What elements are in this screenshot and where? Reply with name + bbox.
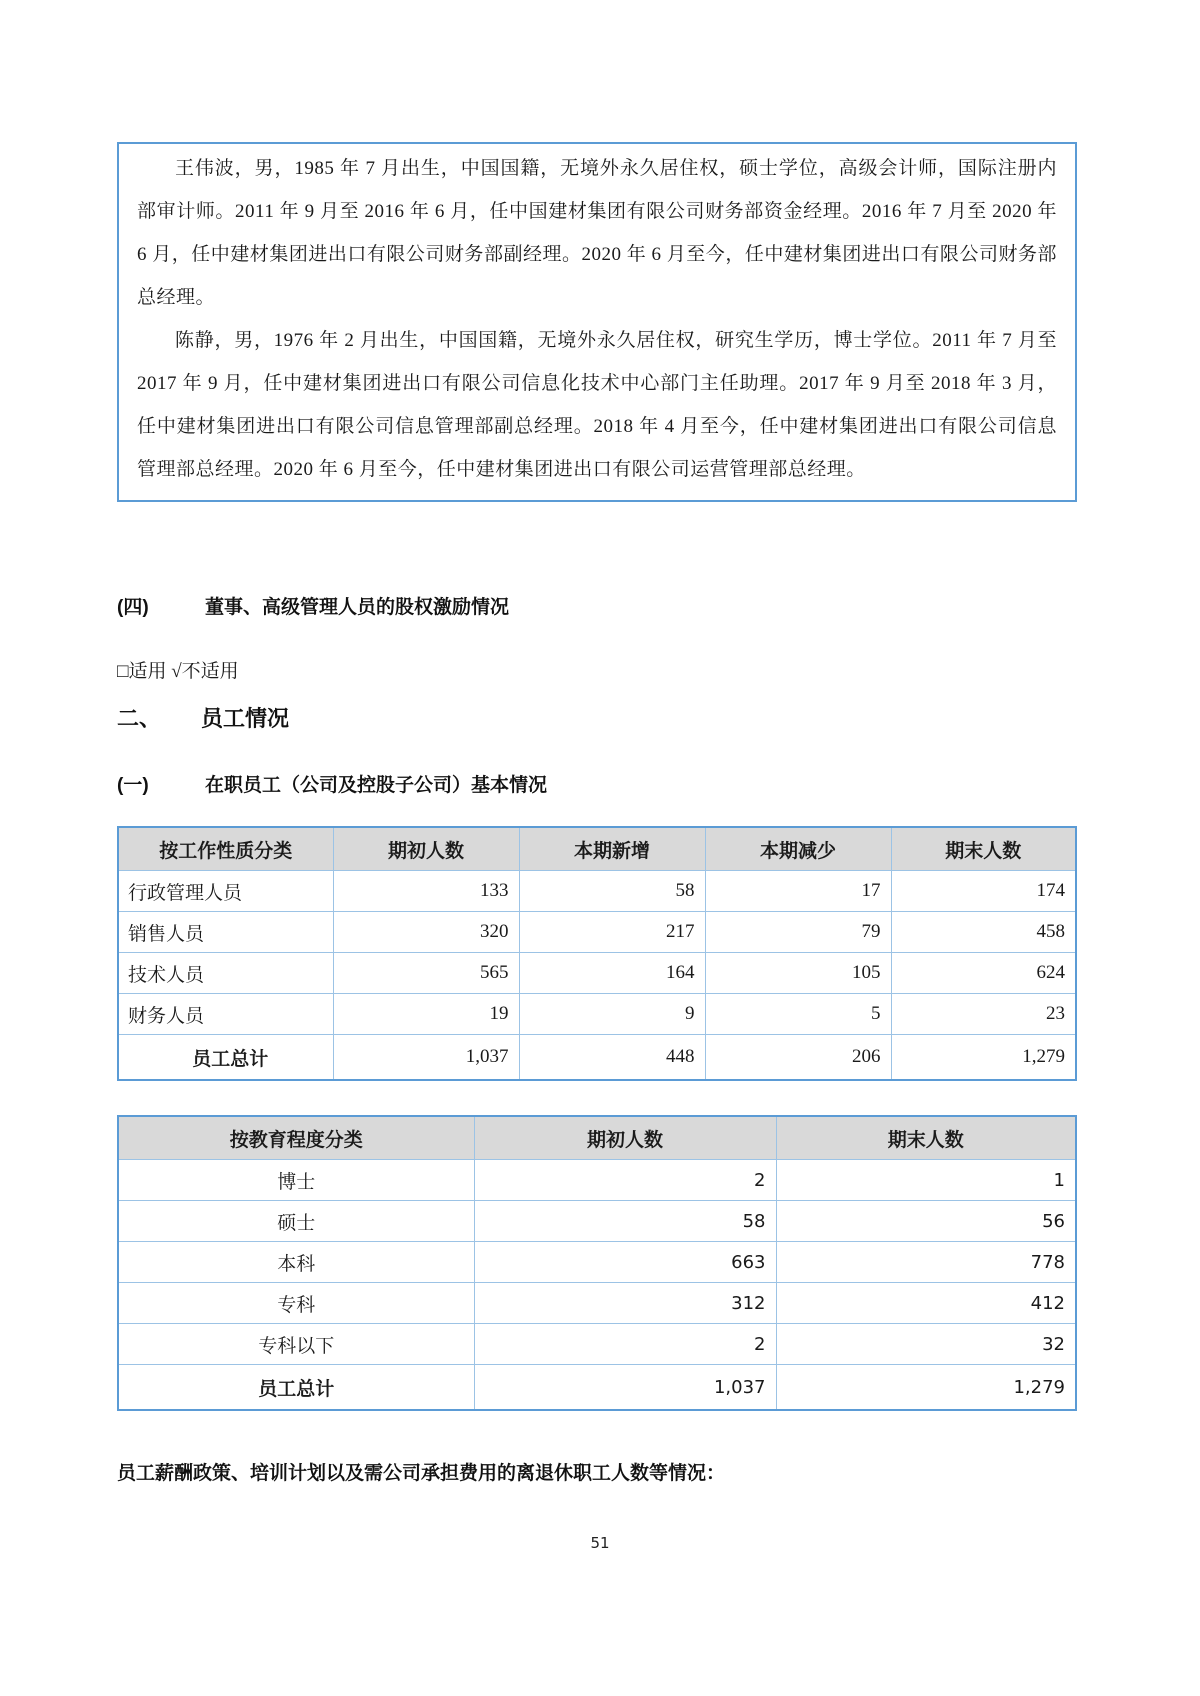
- cell-value: 164: [519, 953, 705, 994]
- cell-value: 17: [705, 871, 891, 912]
- column-header: 按工作性质分类: [118, 827, 333, 871]
- table-row: [118, 1201, 1076, 1242]
- table-row: [118, 994, 1076, 1035]
- cell-value: 19: [333, 994, 519, 1035]
- cell-value: 58: [519, 871, 705, 912]
- applicability-line: □适用 √不适用: [117, 661, 239, 682]
- total-label: 员工总计: [118, 1035, 333, 1081]
- row-label: 行政管理人员: [118, 871, 333, 912]
- cell-value: 1: [776, 1160, 1076, 1201]
- section-heading-2: [117, 702, 1077, 733]
- cell-value: 206: [705, 1035, 891, 1081]
- table-row: [118, 1242, 1076, 1283]
- salary-policy-note: 员工薪酬政策、培训计划以及需公司承担费用的离退休职工人数等情况：: [117, 1463, 726, 1484]
- table-total-row: [118, 1365, 1076, 1411]
- cell-value: 56: [776, 1201, 1076, 1242]
- cell-value: 9: [519, 994, 705, 1035]
- table-row: [118, 1283, 1076, 1324]
- row-label: 财务人员: [118, 994, 333, 1035]
- cell-value: 23: [891, 994, 1076, 1035]
- bio-text-box: [117, 142, 1077, 502]
- table-header-row: [118, 1116, 1076, 1160]
- cell-value: 448: [519, 1035, 705, 1081]
- column-header: 期末人数: [776, 1116, 1076, 1160]
- section-title: 员工情况: [201, 706, 290, 731]
- row-label: 专科: [118, 1283, 474, 1324]
- page-number: 51: [590, 1534, 610, 1552]
- cell-value: 778: [776, 1242, 1076, 1283]
- cell-value: 32: [776, 1324, 1076, 1365]
- column-header: 期初人数: [333, 827, 519, 871]
- column-header: 本期新增: [519, 827, 705, 871]
- row-label: 硕士: [118, 1201, 474, 1242]
- cell-value: 412: [776, 1283, 1076, 1324]
- table-by-work-type: [117, 826, 1077, 1081]
- cell-value: 79: [705, 912, 891, 953]
- table-row: [118, 871, 1076, 912]
- bio-paragraph-wangweibo: 王伟波，男，1985 年 7 月出生，中国国籍，无境外永久居住权，硕士学位，高级会计师，国际注册内部审计师。2011 年 9 月至 2016 年 6 月，任中国建材集团有限公司财务部资金经理。2016 年 7 月至 2020 年 6 月，任中建材集团进出口有限公司财务部副经理。2020 年 6 月至今，任中建材集团进出口有限公司财务部总经理。: [137, 158, 1057, 308]
- section-number: (四): [117, 597, 149, 618]
- table-row: [118, 953, 1076, 994]
- cell-value: 458: [891, 912, 1076, 953]
- cell-value: 1,279: [776, 1365, 1076, 1411]
- cell-value: 320: [333, 912, 519, 953]
- row-label: 博士: [118, 1160, 474, 1201]
- section-number: 二、: [117, 706, 162, 731]
- cell-value: 663: [474, 1242, 776, 1283]
- cell-value: 1,037: [474, 1365, 776, 1411]
- bio-paragraph-chenjing: 陈静，男，1976 年 2 月出生，中国国籍，无境外永久居住权，研究生学历，博士学位。2011 年 7 月至 2017 年 9 月，任中建材集团进出口有限公司信息化技术中心部门主任助理。2017 年 9 月至 2018 年 3 月，任中建材集团进出口有限公司信息管理部副总经理。2018 年 4 月至今，任中建材集团进出口有限公司信息管理部总经理。2020 年 6 月至今，任中建材集团进出口有限公司运营管理部总经理。: [137, 330, 1057, 480]
- cell-value: 2: [474, 1160, 776, 1201]
- cell-value: 174: [891, 871, 1076, 912]
- section-title: 在职员工（公司及控股子公司）基本情况: [205, 775, 548, 796]
- cell-value: 565: [333, 953, 519, 994]
- table-row: [118, 1160, 1076, 1201]
- table-header-row: [118, 827, 1076, 871]
- cell-value: 1,279: [891, 1035, 1076, 1081]
- cell-value: 1,037: [333, 1035, 519, 1081]
- column-header: 本期减少: [705, 827, 891, 871]
- section-heading-1: [117, 770, 1077, 797]
- row-label: 技术人员: [118, 953, 333, 994]
- cell-value: 58: [474, 1201, 776, 1242]
- cell-value: 133: [333, 871, 519, 912]
- table-row: [118, 1324, 1076, 1365]
- cell-value: 2: [474, 1324, 776, 1365]
- cell-value: 624: [891, 953, 1076, 994]
- table-total-row: [118, 1035, 1076, 1081]
- total-label: 员工总计: [118, 1365, 474, 1411]
- row-label: 专科以下: [118, 1324, 474, 1365]
- row-label: 本科: [118, 1242, 474, 1283]
- column-header: 期末人数: [891, 827, 1076, 871]
- table-row: [118, 912, 1076, 953]
- table-by-education: [117, 1115, 1077, 1411]
- section-title: 董事、高级管理人员的股权激励情况: [205, 597, 510, 618]
- row-label: 销售人员: [118, 912, 333, 953]
- cell-value: 5: [705, 994, 891, 1035]
- column-header: 期初人数: [474, 1116, 776, 1160]
- cell-value: 217: [519, 912, 705, 953]
- section-number: (一): [117, 775, 149, 796]
- cell-value: 105: [705, 953, 891, 994]
- cell-value: 312: [474, 1283, 776, 1324]
- column-header: 按教育程度分类: [118, 1116, 474, 1160]
- section-heading-4: [117, 592, 1077, 619]
